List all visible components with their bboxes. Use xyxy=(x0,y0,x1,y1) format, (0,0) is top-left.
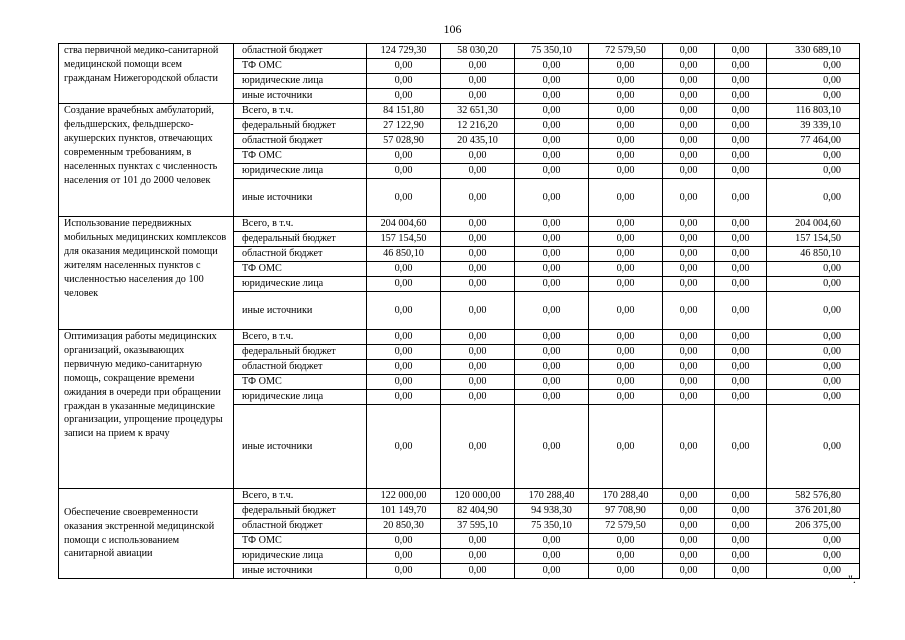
value-cell: 101 149,70 xyxy=(367,504,441,519)
value-cell: 0,00 xyxy=(515,89,589,104)
total-value-cell: 0,00 xyxy=(767,549,860,564)
value-cell: 0,00 xyxy=(589,104,663,119)
total-value-cell: 116 803,10 xyxy=(767,104,860,119)
value-cell: 0,00 xyxy=(589,375,663,390)
funding-source-cell: областной бюджет xyxy=(234,519,367,534)
value-cell: 0,00 xyxy=(515,134,589,149)
funding-source-cell: федеральный бюджет xyxy=(234,119,367,134)
value-cell: 122 000,00 xyxy=(367,489,441,504)
value-cell: 0,00 xyxy=(441,277,515,292)
value-cell: 204 004,60 xyxy=(367,217,441,232)
value-cell: 0,00 xyxy=(715,232,767,247)
value-cell: 0,00 xyxy=(715,89,767,104)
value-cell: 0,00 xyxy=(515,179,589,217)
value-cell: 0,00 xyxy=(367,149,441,164)
funding-source-cell: юридические лица xyxy=(234,277,367,292)
value-cell: 0,00 xyxy=(515,74,589,89)
total-value-cell: 0,00 xyxy=(767,375,860,390)
event-name-cell: ства первичной медико-санитарной медицинской помощи всем гражданам Нижегородской области xyxy=(59,44,234,104)
value-cell: 0,00 xyxy=(441,549,515,564)
value-cell: 0,00 xyxy=(515,549,589,564)
value-cell: 0,00 xyxy=(663,564,715,579)
value-cell: 0,00 xyxy=(441,149,515,164)
value-cell: 0,00 xyxy=(515,360,589,375)
value-cell: 0,00 xyxy=(663,360,715,375)
total-value-cell: 0,00 xyxy=(767,345,860,360)
event-name-cell: Оптимизация работы медицинских организаций, оказывающих первичную медико-санитарную помощь, сокращение времени ожидания в очереди при обращении граждан в указанные медицинские организации, упрощение процедуры записи на прием к врачу xyxy=(59,330,234,489)
value-cell: 82 404,90 xyxy=(441,504,515,519)
funding-source-cell: федеральный бюджет xyxy=(234,504,367,519)
value-cell: 124 729,30 xyxy=(367,44,441,59)
value-cell: 0,00 xyxy=(515,262,589,277)
value-cell: 0,00 xyxy=(715,44,767,59)
value-cell: 0,00 xyxy=(441,345,515,360)
value-cell: 0,00 xyxy=(441,179,515,217)
value-cell: 0,00 xyxy=(441,330,515,345)
value-cell: 0,00 xyxy=(367,549,441,564)
closing-quote-mark: ". xyxy=(848,572,856,586)
value-cell: 46 850,10 xyxy=(367,247,441,262)
value-cell: 0,00 xyxy=(663,89,715,104)
funding-source-cell: иные источники xyxy=(234,292,367,330)
funding-source-cell: иные источники xyxy=(234,564,367,579)
funding-source-cell: иные источники xyxy=(234,179,367,217)
value-cell: 0,00 xyxy=(441,292,515,330)
value-cell: 72 579,50 xyxy=(589,44,663,59)
total-value-cell: 39 339,10 xyxy=(767,119,860,134)
table-row xyxy=(59,489,860,504)
value-cell: 0,00 xyxy=(663,549,715,564)
value-cell: 75 350,10 xyxy=(515,519,589,534)
value-cell: 0,00 xyxy=(663,217,715,232)
funding-source-cell: областной бюджет xyxy=(234,360,367,375)
value-cell: 20 850,30 xyxy=(367,519,441,534)
value-cell: 0,00 xyxy=(367,292,441,330)
value-cell: 0,00 xyxy=(441,59,515,74)
value-cell: 0,00 xyxy=(715,164,767,179)
event-name-cell: Обеспечение своевременности оказания экстренной медицинской помощи с использованием санитарной авиации xyxy=(59,489,234,579)
value-cell: 0,00 xyxy=(663,277,715,292)
value-cell: 58 030,20 xyxy=(441,44,515,59)
total-value-cell: 0,00 xyxy=(767,277,860,292)
value-cell: 0,00 xyxy=(367,564,441,579)
funding-source-cell: Всего, в т.ч. xyxy=(234,217,367,232)
value-cell: 0,00 xyxy=(367,89,441,104)
value-cell: 0,00 xyxy=(367,330,441,345)
total-value-cell: 0,00 xyxy=(767,262,860,277)
value-cell: 0,00 xyxy=(367,262,441,277)
funding-source-cell: областной бюджет xyxy=(234,44,367,59)
total-value-cell: 376 201,80 xyxy=(767,504,860,519)
value-cell: 0,00 xyxy=(367,164,441,179)
value-cell: 0,00 xyxy=(441,89,515,104)
value-cell: 0,00 xyxy=(715,405,767,489)
funding-source-cell: областной бюджет xyxy=(234,134,367,149)
value-cell: 0,00 xyxy=(515,330,589,345)
value-cell: 0,00 xyxy=(589,164,663,179)
value-cell: 0,00 xyxy=(589,564,663,579)
value-cell: 0,00 xyxy=(663,179,715,217)
funding-source-cell: Всего, в т.ч. xyxy=(234,330,367,345)
value-cell: 0,00 xyxy=(515,345,589,360)
value-cell: 0,00 xyxy=(663,534,715,549)
value-cell: 0,00 xyxy=(367,179,441,217)
total-value-cell: 206 375,00 xyxy=(767,519,860,534)
value-cell: 0,00 xyxy=(715,262,767,277)
value-cell: 0,00 xyxy=(715,217,767,232)
value-cell: 0,00 xyxy=(663,232,715,247)
value-cell: 0,00 xyxy=(589,360,663,375)
table-row xyxy=(59,44,860,59)
total-value-cell: 0,00 xyxy=(767,330,860,345)
value-cell: 0,00 xyxy=(715,59,767,74)
total-value-cell: 330 689,10 xyxy=(767,44,860,59)
value-cell: 0,00 xyxy=(589,134,663,149)
value-cell: 0,00 xyxy=(441,405,515,489)
value-cell: 0,00 xyxy=(441,375,515,390)
value-cell: 0,00 xyxy=(663,104,715,119)
value-cell: 0,00 xyxy=(663,405,715,489)
total-value-cell: 204 004,60 xyxy=(767,217,860,232)
value-cell: 0,00 xyxy=(515,564,589,579)
value-cell: 0,00 xyxy=(663,504,715,519)
total-value-cell: 0,00 xyxy=(767,292,860,330)
value-cell: 0,00 xyxy=(441,390,515,405)
value-cell: 0,00 xyxy=(663,519,715,534)
value-cell: 0,00 xyxy=(589,534,663,549)
value-cell: 0,00 xyxy=(589,549,663,564)
funding-source-cell: юридические лица xyxy=(234,74,367,89)
total-value-cell: 157 154,50 xyxy=(767,232,860,247)
value-cell: 0,00 xyxy=(663,119,715,134)
value-cell: 0,00 xyxy=(515,292,589,330)
funding-source-cell: Всего, в т.ч. xyxy=(234,489,367,504)
value-cell: 0,00 xyxy=(515,164,589,179)
value-cell: 0,00 xyxy=(663,44,715,59)
value-cell: 0,00 xyxy=(589,292,663,330)
total-value-cell: 0,00 xyxy=(767,89,860,104)
funding-source-cell: ТФ ОМС xyxy=(234,59,367,74)
total-value-cell: 0,00 xyxy=(767,179,860,217)
funding-source-cell: ТФ ОМС xyxy=(234,149,367,164)
value-cell: 0,00 xyxy=(515,217,589,232)
value-cell: 0,00 xyxy=(367,405,441,489)
value-cell: 0,00 xyxy=(515,119,589,134)
value-cell: 32 651,30 xyxy=(441,104,515,119)
value-cell: 0,00 xyxy=(589,179,663,217)
value-cell: 0,00 xyxy=(589,232,663,247)
value-cell: 0,00 xyxy=(715,375,767,390)
value-cell: 0,00 xyxy=(663,59,715,74)
event-name-cell: Создание врачебных амбулаторий, фельдшерских, фельдшерско-акушерских пунктов, отвечающих современным требованиям, в населенных пунктах с численность населения от 101 до 2000 человек xyxy=(59,104,234,217)
value-cell: 20 435,10 xyxy=(441,134,515,149)
value-cell: 0,00 xyxy=(715,489,767,504)
value-cell: 0,00 xyxy=(663,390,715,405)
value-cell: 157 154,50 xyxy=(367,232,441,247)
value-cell: 0,00 xyxy=(715,564,767,579)
value-cell: 0,00 xyxy=(441,262,515,277)
value-cell: 0,00 xyxy=(515,405,589,489)
value-cell: 0,00 xyxy=(663,149,715,164)
value-cell: 0,00 xyxy=(367,345,441,360)
value-cell: 0,00 xyxy=(663,164,715,179)
value-cell: 0,00 xyxy=(715,330,767,345)
funding-source-cell: ТФ ОМС xyxy=(234,375,367,390)
table-row xyxy=(59,217,860,232)
value-cell: 0,00 xyxy=(441,232,515,247)
funding-source-cell: федеральный бюджет xyxy=(234,232,367,247)
total-value-cell: 0,00 xyxy=(767,534,860,549)
value-cell: 0,00 xyxy=(441,534,515,549)
value-cell: 0,00 xyxy=(715,74,767,89)
funding-source-cell: ТФ ОМС xyxy=(234,534,367,549)
value-cell: 0,00 xyxy=(589,390,663,405)
total-value-cell: 0,00 xyxy=(767,149,860,164)
funding-source-cell: федеральный бюджет xyxy=(234,345,367,360)
funding-source-cell: иные источники xyxy=(234,89,367,104)
value-cell: 0,00 xyxy=(715,534,767,549)
value-cell: 0,00 xyxy=(367,390,441,405)
value-cell: 0,00 xyxy=(515,59,589,74)
value-cell: 170 288,40 xyxy=(589,489,663,504)
value-cell: 0,00 xyxy=(589,330,663,345)
value-cell: 0,00 xyxy=(515,232,589,247)
value-cell: 0,00 xyxy=(367,59,441,74)
value-cell: 0,00 xyxy=(589,217,663,232)
total-value-cell: 0,00 xyxy=(767,405,860,489)
total-value-cell: 0,00 xyxy=(767,360,860,375)
value-cell: 0,00 xyxy=(663,134,715,149)
value-cell: 120 000,00 xyxy=(441,489,515,504)
value-cell: 84 151,80 xyxy=(367,104,441,119)
funding-source-cell: иные источники xyxy=(234,405,367,489)
value-cell: 0,00 xyxy=(515,104,589,119)
value-cell: 0,00 xyxy=(589,405,663,489)
funding-table xyxy=(58,43,860,579)
value-cell: 0,00 xyxy=(663,330,715,345)
funding-source-cell: ТФ ОМС xyxy=(234,262,367,277)
total-value-cell: 77 464,00 xyxy=(767,134,860,149)
value-cell: 0,00 xyxy=(367,360,441,375)
value-cell: 57 028,90 xyxy=(367,134,441,149)
value-cell: 0,00 xyxy=(441,247,515,262)
value-cell: 0,00 xyxy=(515,277,589,292)
value-cell: 0,00 xyxy=(441,564,515,579)
value-cell: 97 708,90 xyxy=(589,504,663,519)
value-cell: 0,00 xyxy=(515,247,589,262)
value-cell: 0,00 xyxy=(589,74,663,89)
value-cell: 0,00 xyxy=(589,345,663,360)
value-cell: 170 288,40 xyxy=(515,489,589,504)
value-cell: 0,00 xyxy=(663,375,715,390)
funding-source-cell: областной бюджет xyxy=(234,247,367,262)
value-cell: 0,00 xyxy=(589,149,663,164)
value-cell: 0,00 xyxy=(515,149,589,164)
value-cell: 0,00 xyxy=(515,375,589,390)
total-value-cell: 582 576,80 xyxy=(767,489,860,504)
funding-source-cell: Всего, в т.ч. xyxy=(234,104,367,119)
value-cell: 0,00 xyxy=(715,179,767,217)
table-row xyxy=(59,104,860,119)
value-cell: 0,00 xyxy=(715,519,767,534)
value-cell: 0,00 xyxy=(715,149,767,164)
total-value-cell: 46 850,10 xyxy=(767,247,860,262)
value-cell: 0,00 xyxy=(441,74,515,89)
value-cell: 75 350,10 xyxy=(515,44,589,59)
funding-source-cell: юридические лица xyxy=(234,390,367,405)
value-cell: 0,00 xyxy=(515,390,589,405)
value-cell: 0,00 xyxy=(663,262,715,277)
event-name-cell: Использование передвижных мобильных медицинских комплексов для оказания медицинской помощи жителям населенных пунктов с численностью населения до 100 человек xyxy=(59,217,234,330)
value-cell: 0,00 xyxy=(441,360,515,375)
value-cell: 0,00 xyxy=(715,292,767,330)
value-cell: 12 216,20 xyxy=(441,119,515,134)
value-cell: 0,00 xyxy=(367,375,441,390)
value-cell: 0,00 xyxy=(715,134,767,149)
funding-source-cell: юридические лица xyxy=(234,549,367,564)
total-value-cell: 0,00 xyxy=(767,74,860,89)
value-cell: 0,00 xyxy=(715,390,767,405)
page-number: 106 xyxy=(443,22,462,36)
value-cell: 0,00 xyxy=(589,119,663,134)
total-value-cell: 0,00 xyxy=(767,164,860,179)
value-cell: 0,00 xyxy=(367,534,441,549)
value-cell: 0,00 xyxy=(715,549,767,564)
value-cell: 0,00 xyxy=(589,247,663,262)
value-cell: 27 122,90 xyxy=(367,119,441,134)
value-cell: 0,00 xyxy=(715,119,767,134)
value-cell: 0,00 xyxy=(663,292,715,330)
total-value-cell: 0,00 xyxy=(767,564,860,579)
value-cell: 0,00 xyxy=(663,345,715,360)
value-cell: 0,00 xyxy=(367,74,441,89)
total-value-cell: 0,00 xyxy=(767,59,860,74)
value-cell: 0,00 xyxy=(589,262,663,277)
value-cell: 0,00 xyxy=(715,277,767,292)
value-cell: 37 595,10 xyxy=(441,519,515,534)
total-value-cell: 0,00 xyxy=(767,390,860,405)
funding-source-cell: юридические лица xyxy=(234,164,367,179)
value-cell: 0,00 xyxy=(515,534,589,549)
value-cell: 72 579,50 xyxy=(589,519,663,534)
value-cell: 0,00 xyxy=(441,217,515,232)
value-cell: 94 938,30 xyxy=(515,504,589,519)
value-cell: 0,00 xyxy=(663,74,715,89)
value-cell: 0,00 xyxy=(715,345,767,360)
value-cell: 0,00 xyxy=(715,504,767,519)
value-cell: 0,00 xyxy=(663,247,715,262)
table-row xyxy=(59,330,860,345)
value-cell: 0,00 xyxy=(589,89,663,104)
value-cell: 0,00 xyxy=(715,247,767,262)
value-cell: 0,00 xyxy=(663,489,715,504)
value-cell: 0,00 xyxy=(715,360,767,375)
value-cell: 0,00 xyxy=(441,164,515,179)
value-cell: 0,00 xyxy=(367,277,441,292)
value-cell: 0,00 xyxy=(589,59,663,74)
value-cell: 0,00 xyxy=(589,277,663,292)
value-cell: 0,00 xyxy=(715,104,767,119)
